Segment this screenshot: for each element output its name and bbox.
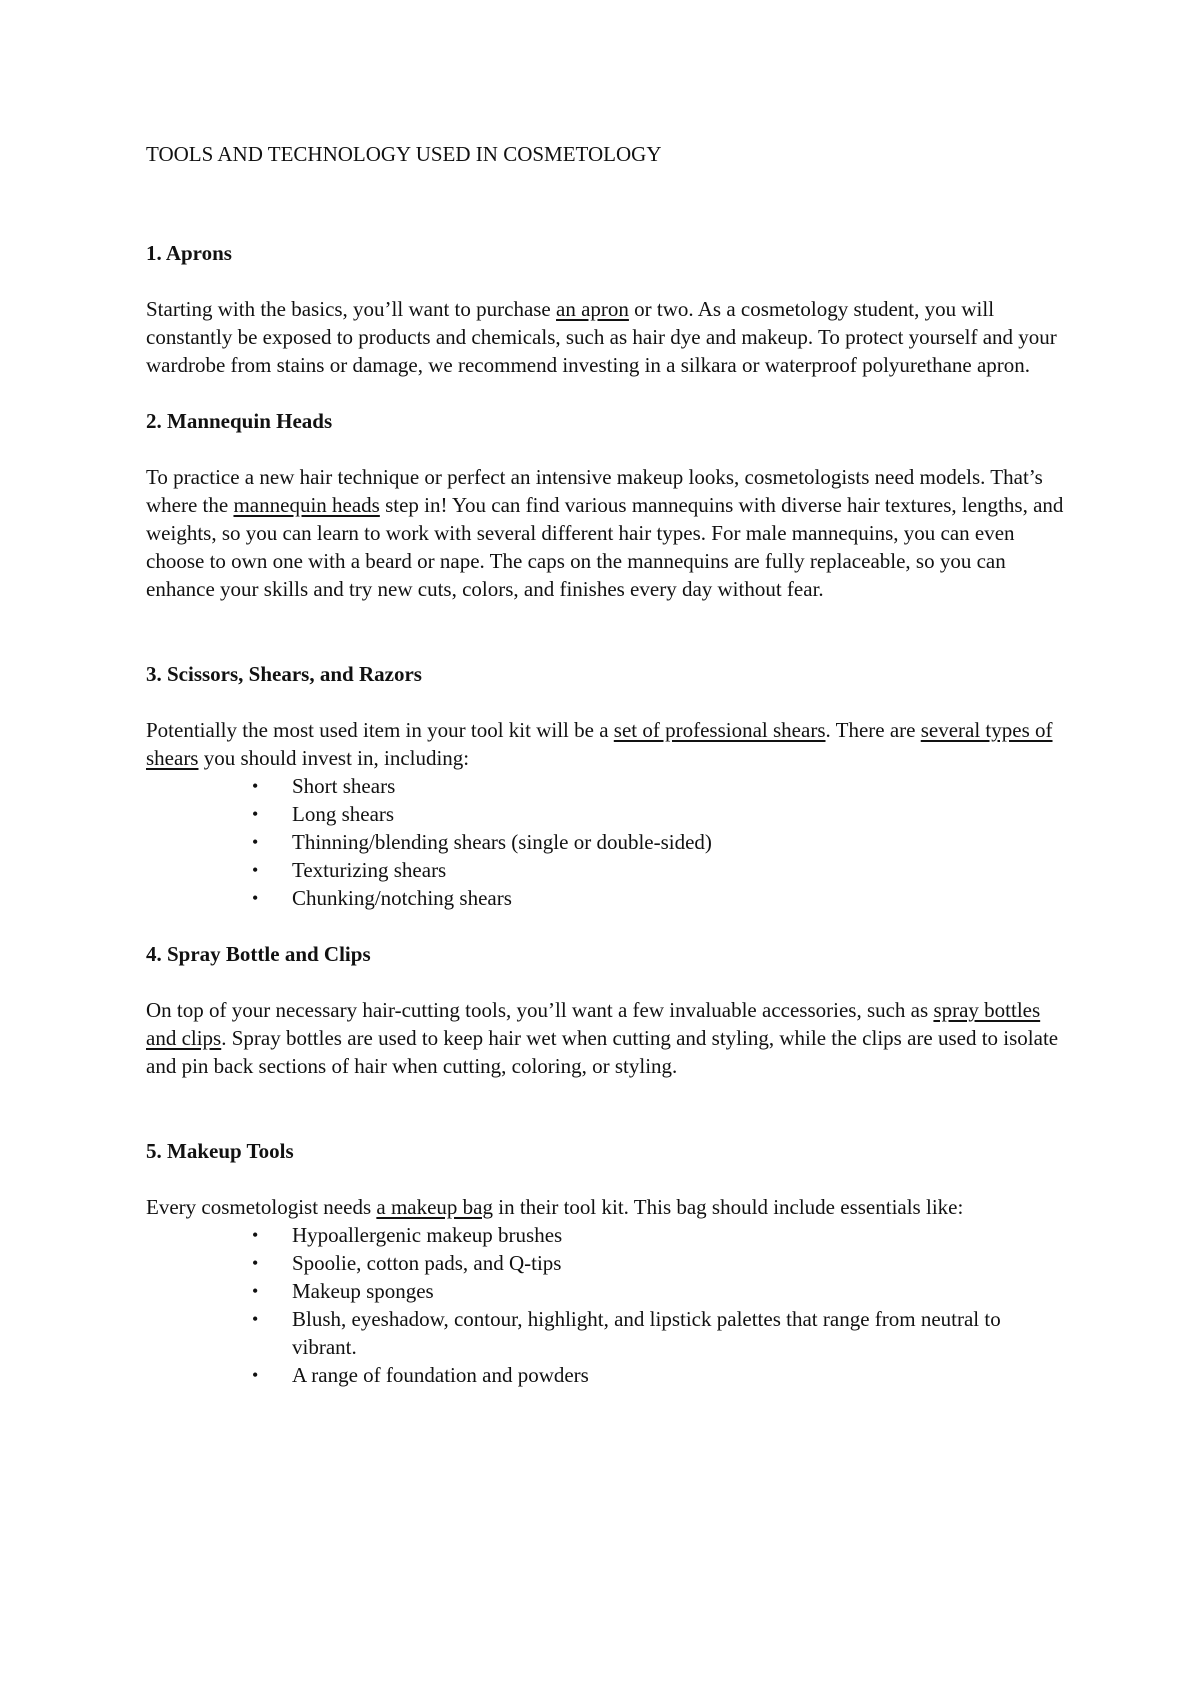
list-item — [146, 828, 1066, 856]
bullet-icon: • — [252, 832, 259, 852]
section-heading: 4. Spray Bottle and Clips — [146, 942, 371, 966]
list-item-text: Blush, eyeshadow, contour, highlight, and lipstick palettes that range from neutral to vibrant. — [292, 1307, 1001, 1359]
bullet-icon: • — [252, 1365, 259, 1385]
section-paragraph — [146, 1193, 1066, 1221]
spacer — [146, 912, 1066, 940]
spacer — [146, 267, 1066, 295]
bullet-icon: • — [252, 1309, 259, 1329]
section-heading: 3. Scissors, Shears, and Razors — [146, 662, 422, 686]
section-heading: 5. Makeup Tools — [146, 1139, 294, 1163]
paragraph-text: To practice a new hair technique or perfect an intensive makeup looks, cosmetologists need models. That’s where the — [146, 465, 1043, 517]
spacer — [146, 1165, 1066, 1193]
paragraph-text: you should invest in, including: — [198, 746, 470, 770]
spacer — [146, 379, 1066, 407]
bullet-icon: • — [252, 1281, 259, 1301]
bullet-icon: • — [252, 1253, 259, 1273]
list-item — [146, 1277, 1066, 1305]
section-paragraph — [146, 996, 1066, 1080]
makeup-list — [146, 1221, 1066, 1389]
spacer — [146, 1080, 1066, 1137]
bullet-icon: • — [252, 888, 259, 908]
paragraph-text: . There are — [825, 718, 921, 742]
paragraph-text: On top of your necessary hair-cutting tools, you’ll want a few invaluable accessories, such as — [146, 998, 934, 1022]
section-paragraph — [146, 716, 1066, 772]
makeup-bag-link[interactable]: a makeup bag — [376, 1195, 493, 1219]
list-item — [146, 1249, 1066, 1277]
spacer — [146, 435, 1066, 463]
paragraph-text: . Spray bottles are used to keep hair wet when cutting and styling, while the clips are used to isolate and pin back sections of hair when cutting, coloring, or styling. — [146, 1026, 1059, 1078]
section-paragraph — [146, 295, 1066, 379]
spacer — [146, 968, 1066, 996]
list-item-text: Hypoallergenic makeup brushes — [292, 1223, 563, 1247]
list-item-text: Chunking/notching shears — [292, 886, 512, 910]
paragraph-text: or two. As a cosmetology student, you will constantly be exposed to products and chemicals, such as hair dye and makeup. To protect yourself and your wardrobe from stains or damage, we recommend investing in a silkara or waterproof polyurethane apron. — [146, 297, 1057, 377]
bullet-icon: • — [252, 860, 259, 880]
paragraph-text: Potentially the most used item in your tool kit will be a — [146, 718, 614, 742]
section-spray-bottle — [146, 940, 1066, 1080]
list-item — [146, 800, 1066, 828]
types-of-shears-link[interactable]: several types of shears — [146, 718, 1053, 770]
section-heading: 1. Aprons — [146, 241, 232, 265]
document-title: TOOLS AND TECHNOLOGY USED IN COSMETOLOGY — [146, 142, 662, 166]
section-paragraph — [146, 463, 1066, 603]
bullet-icon: • — [252, 1225, 259, 1245]
section-makeup-tools — [146, 1137, 1066, 1389]
list-item — [146, 1305, 1066, 1361]
list-item — [146, 772, 1066, 800]
paragraph-text: Every cosmetologist needs — [146, 1195, 377, 1219]
list-item-text: Texturizing shears — [292, 858, 447, 882]
list-item-text: Spoolie, cotton pads, and Q-tips — [292, 1251, 562, 1275]
professional-shears-link[interactable]: set of professional shears — [613, 718, 826, 742]
list-item — [146, 856, 1066, 884]
list-item — [146, 884, 1066, 912]
apron-link[interactable]: an apron — [556, 297, 629, 321]
list-item — [146, 1221, 1066, 1249]
spacer — [146, 168, 1066, 239]
spacer — [146, 603, 1066, 660]
paragraph-text: Starting with the basics, you’ll want to purchase — [146, 297, 557, 321]
section-mannequin-heads — [146, 407, 1066, 603]
list-item-text: Short shears — [292, 774, 396, 798]
bullet-icon: • — [252, 804, 259, 824]
spacer — [146, 688, 1066, 716]
mannequin-heads-link[interactable]: mannequin heads — [233, 493, 380, 517]
document-body — [146, 140, 1066, 1389]
spray-bottles-link[interactable]: spray bottles and clips — [146, 998, 1041, 1050]
section-scissors — [146, 660, 1066, 912]
bullet-icon: • — [252, 776, 259, 796]
section-heading: 2. Mannequin Heads — [146, 409, 333, 433]
shears-list — [146, 772, 1066, 912]
list-item — [146, 1361, 1066, 1389]
paragraph-text: in their tool kit. This bag should include essentials like: — [493, 1195, 964, 1219]
list-item-text: Thinning/blending shears (single or double-sided) — [292, 830, 712, 854]
list-item-text: Makeup sponges — [292, 1279, 434, 1303]
paragraph-text: step in! You can find various mannequins with diverse hair textures, lengths, and weights, so you can learn to work with several different hair types. For male mannequins, you can even choose to own one with a beard or nape. The caps on the mannequins are fully replaceable, so you can enhance your skills and try new cuts, colors, and finishes every day without fear. — [146, 493, 1064, 601]
list-item-text: A range of foundation and powders — [292, 1363, 589, 1387]
section-aprons — [146, 239, 1066, 379]
list-item-text: Long shears — [292, 802, 395, 826]
